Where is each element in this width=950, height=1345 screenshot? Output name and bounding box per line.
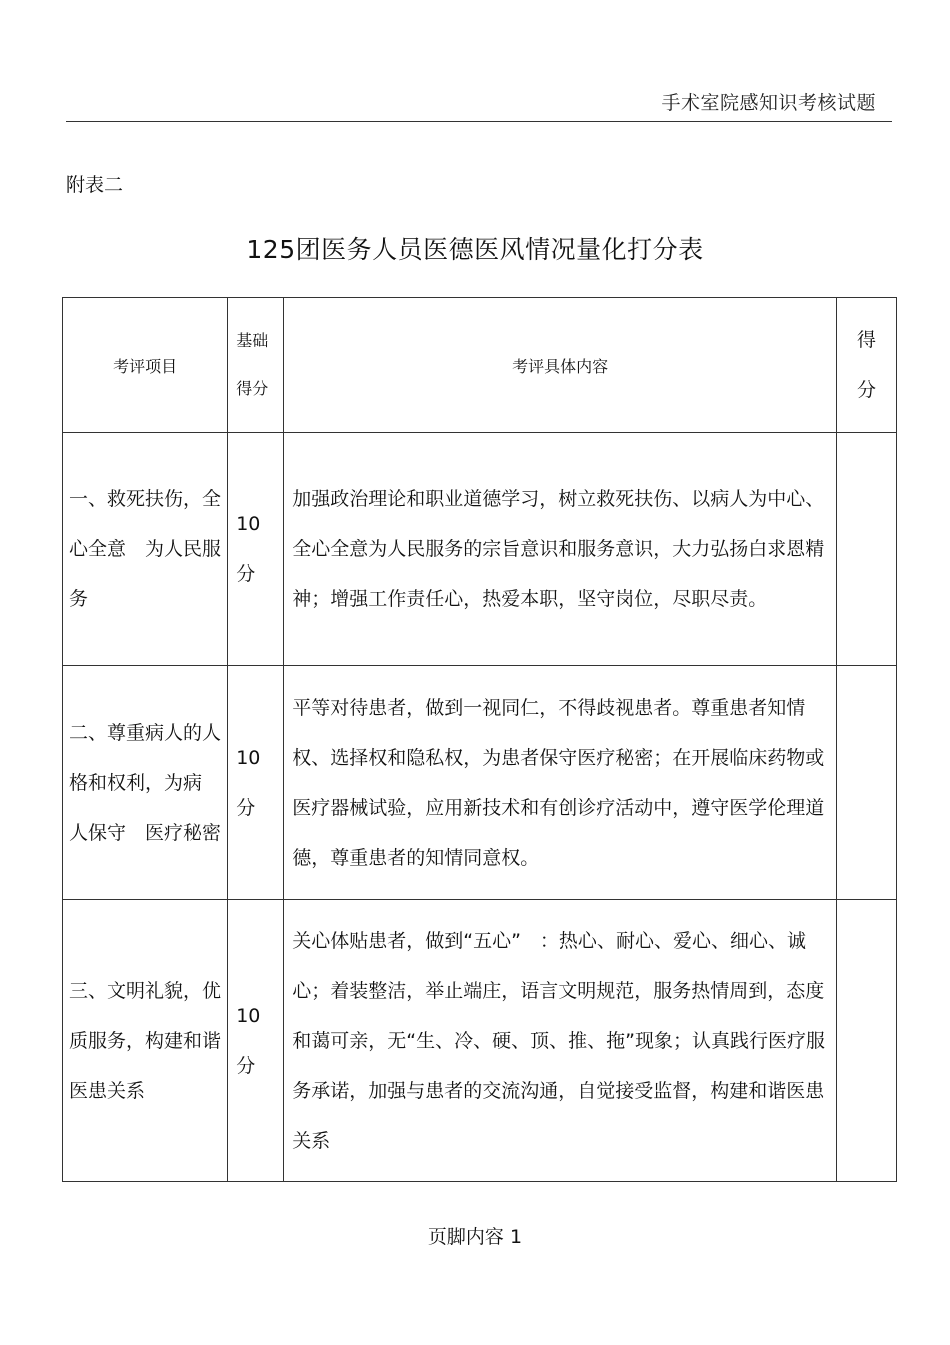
table-row bbox=[63, 666, 897, 900]
document-title: 125团医务人员医德医风情况量化打分表 bbox=[246, 235, 704, 264]
base-score-cell bbox=[228, 900, 284, 1182]
base-score-cell bbox=[228, 433, 284, 666]
table-header-row bbox=[63, 298, 897, 433]
content-cell: 加强政治理论和职业道德学习，树立救死扶伤、以病人为中心、全心全意为人民服务的宗旨意识和服务意识，大力弘扬白求恩精神；增强工作责任心，热爱本职，坚守岗位，尽职尽责。 bbox=[284, 433, 837, 666]
base-score-number: 10 bbox=[236, 513, 261, 535]
table-row bbox=[63, 900, 897, 1182]
base-score-cell bbox=[228, 666, 284, 900]
score-cell bbox=[836, 666, 896, 900]
column-header-content: 考评具体内容 bbox=[284, 298, 837, 433]
score-cell bbox=[836, 433, 896, 666]
base-score-header-line1: 基础 bbox=[236, 331, 269, 350]
score-header-line2: 分 bbox=[856, 379, 876, 401]
page-footer: 页脚内容 1 bbox=[427, 1226, 523, 1248]
base-score-header-line2: 得分 bbox=[236, 379, 269, 398]
column-header-score bbox=[836, 298, 896, 433]
base-score-unit: 分 bbox=[236, 563, 256, 585]
column-header-item: 考评项目 bbox=[63, 298, 228, 433]
base-score-number: 10 bbox=[236, 1004, 261, 1027]
base-score-unit: 分 bbox=[236, 1054, 256, 1077]
table-row bbox=[63, 433, 897, 666]
score-header-line1: 得 bbox=[856, 329, 876, 351]
item-cell: 三、文明礼貌，优质服务，构建和谐医患关系 bbox=[63, 900, 228, 1182]
annex-label: 附表二 bbox=[66, 174, 124, 196]
item-cell: 一、救死扶伤，全 心全意 为人民服务 bbox=[63, 433, 228, 666]
item-cell: 二、尊重病人的人格和权利，为病 人保守 医疗秘密 bbox=[63, 666, 228, 900]
running-header: 手术室院感知识考核试题 bbox=[661, 92, 876, 114]
base-score-unit: 分 bbox=[236, 796, 256, 819]
header-rule bbox=[66, 121, 892, 122]
content-cell: 关心体贴患者，做到“五心” ：热心、耐心、爱心、细心、诚心；着装整洁，举止端庄，语言文明规范，服务热情周到，态度和蔼可亲，无“生、冷、硬、顶、推、拖”现象；认真践行医疗服务承诺，加强与患者的交流沟通，自觉接受监督，构建和谐医患关系 bbox=[284, 900, 837, 1182]
base-score-number: 10 bbox=[236, 746, 261, 769]
content-cell: 平等对待患者，做到一视同仁，不得歧视患者。尊重患者知情权、选择权和隐私权，为患者保守医疗秘密；在开展临床药物或医疗器械试验，应用新技术和有创诊疗活动中，遵守医学伦理道德，尊重患者的知情同意权。 bbox=[284, 666, 837, 900]
score-cell bbox=[836, 900, 896, 1182]
column-header-base-score bbox=[228, 298, 284, 433]
score-table bbox=[62, 297, 897, 1182]
